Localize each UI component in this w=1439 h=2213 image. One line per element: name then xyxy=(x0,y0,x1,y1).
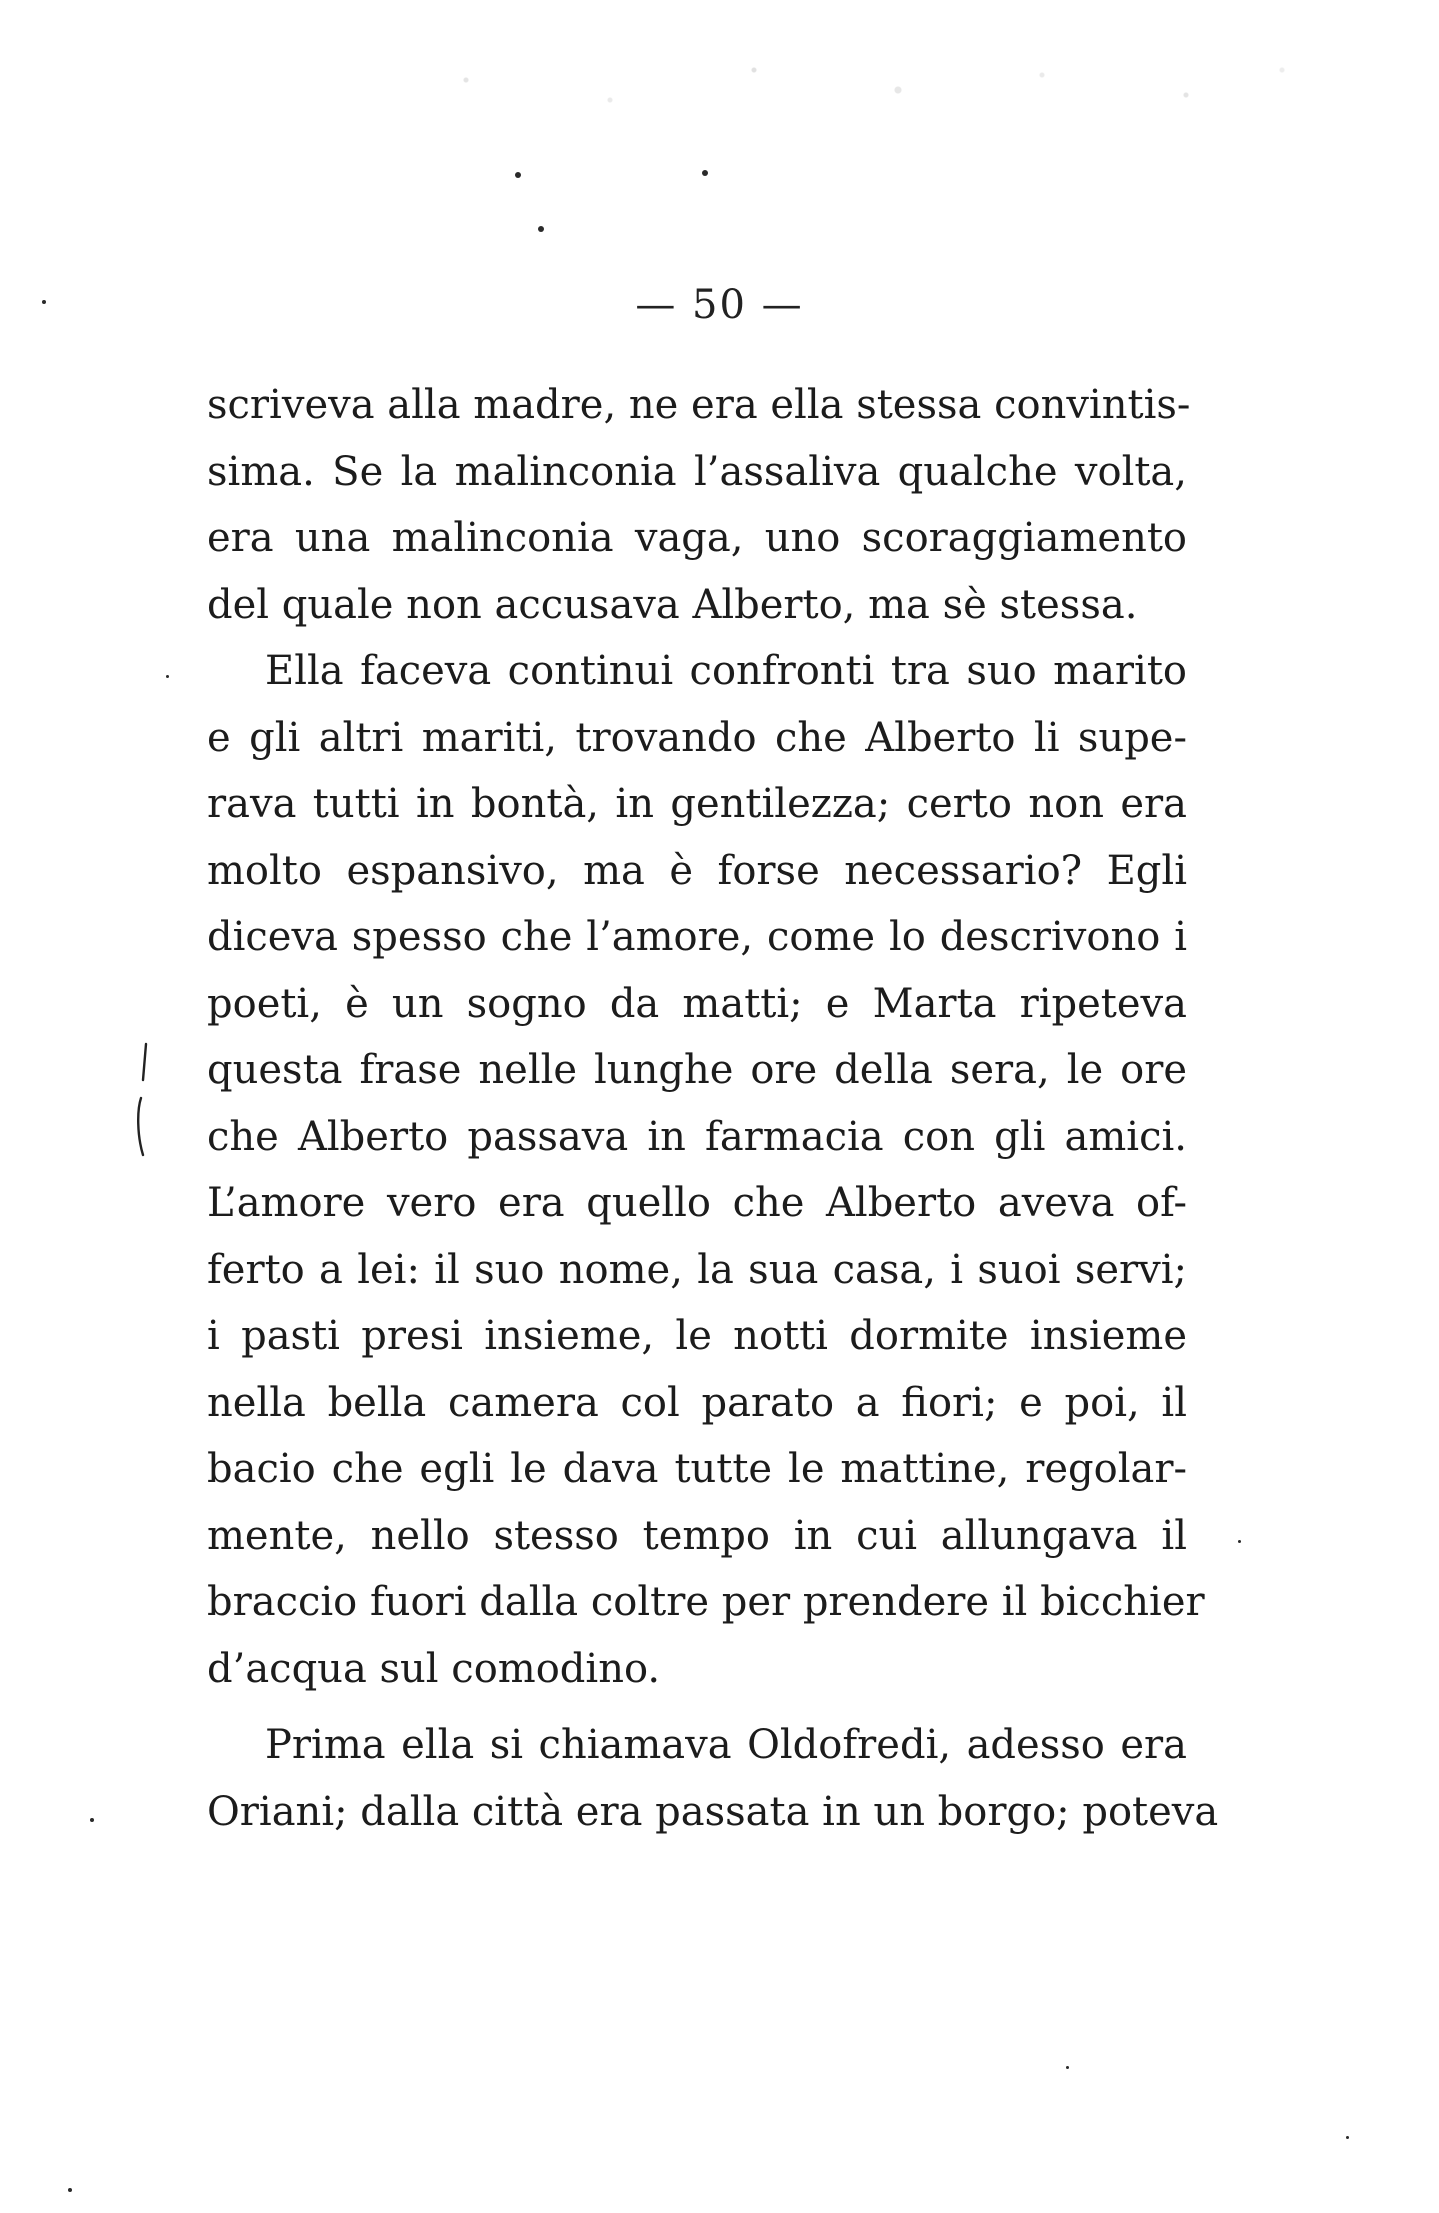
text-line: molto espansivo, ma è forse necessario? Egli xyxy=(207,847,1187,894)
scan-noise xyxy=(370,40,1330,140)
scan-speck xyxy=(702,170,708,176)
paragraph xyxy=(207,1712,1219,1845)
scan-speck xyxy=(166,675,169,678)
paragraph xyxy=(207,638,1205,1702)
text-line: sima. Se la malinconia l’assaliva qualche volta, xyxy=(207,448,1187,495)
text-line: diceva spesso che l’amore, come lo descrivono i xyxy=(207,914,1187,960)
scan-speck xyxy=(1066,2066,1069,2069)
text-line: mente, nello stesso tempo in cui allungava il xyxy=(207,1512,1187,1559)
text-line: bacio che egli le dava tutte le mattine, regolar- xyxy=(207,1446,1187,1492)
text-line: Prima ella si chiamava Oldofredi, adesso era xyxy=(265,1722,1187,1768)
body-text xyxy=(207,372,1219,1845)
text-line: i pasti presi insieme, le notti dormite insieme xyxy=(207,1313,1187,1359)
paragraph xyxy=(207,372,1191,638)
text-line: poeti, è un sogno da matti; e Marta ripeteva xyxy=(207,980,1187,1027)
text-line: d’acqua sul comodino. xyxy=(207,1645,661,1692)
text-line: nella bella camera col parato a fiori; e poi, il xyxy=(207,1379,1187,1426)
text-line: del quale non accusava Alberto, ma sè stessa. xyxy=(207,581,1138,628)
text-line: questa frase nelle lunghe ore della sera, le ore xyxy=(207,1047,1187,1093)
text-line: L’amore vero era quello che Alberto aveva of- xyxy=(207,1180,1187,1226)
scan-speck xyxy=(515,172,521,178)
paragraph-gap xyxy=(207,1702,1187,1712)
text-line: rava tutti in bontà, in gentilezza; certo non era xyxy=(207,781,1187,827)
text-line: scriveva alla madre, ne era ella stessa convintis- xyxy=(207,382,1191,428)
text-line: Ella faceva continui confronti tra suo marito xyxy=(265,648,1187,694)
margin-pencil-mark xyxy=(132,1040,154,1160)
scan-speck xyxy=(1346,2136,1349,2139)
text-line: che Alberto passava in farmacia con gli amici. xyxy=(207,1113,1187,1160)
text-line: braccio fuori dalla coltre per prendere il bicchier xyxy=(207,1579,1205,1625)
scan-speck xyxy=(68,2188,72,2192)
text-line: era una malinconia vaga, uno scoraggiamento xyxy=(207,515,1187,561)
scan-speck xyxy=(90,1818,94,1822)
text-line: e gli altri mariti, trovando che Alberto li supe- xyxy=(207,714,1187,761)
page-number: — 50 — xyxy=(635,282,804,328)
text-line: ferto a lei: il suo nome, la sua casa, i suoi servi; xyxy=(207,1246,1187,1293)
scan-speck xyxy=(538,226,544,232)
text-line: Oriani; dalla città era passata in un borgo; poteva xyxy=(207,1788,1219,1835)
scan-speck xyxy=(1238,1540,1241,1543)
